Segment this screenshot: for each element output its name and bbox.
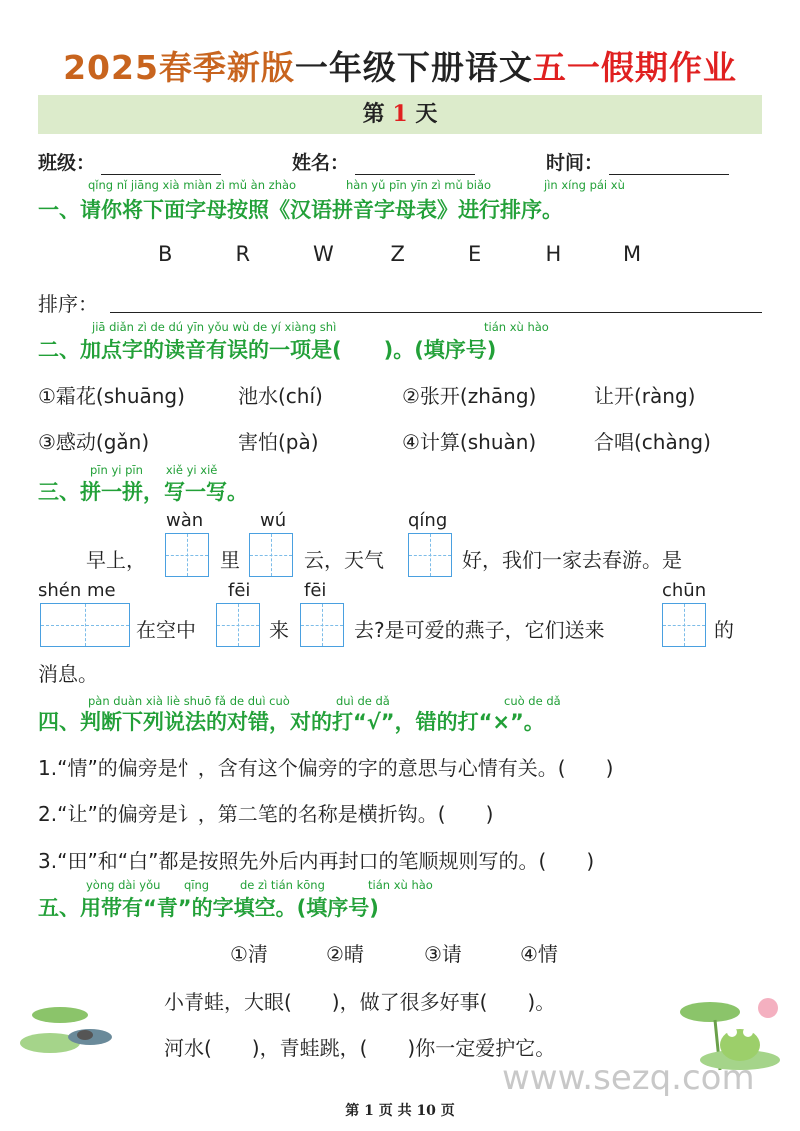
pinyin: hàn yǔ pīn yīn zì mǔ biǎo	[346, 178, 492, 192]
text: 好，我们一家去春游。是	[462, 548, 682, 572]
option-2b: 让开(ràng)	[594, 384, 696, 408]
writing-box[interactable]	[165, 533, 209, 577]
time-label: 时间：	[546, 152, 604, 174]
box-pinyin: fēi	[228, 580, 251, 601]
choice-3: ③请	[424, 942, 462, 966]
box-pinyin: wàn	[166, 510, 204, 531]
fill-line-2: 河水( )，青蛙跳，( )你一定爱护它。	[164, 1036, 556, 1060]
writing-box[interactable]	[216, 603, 260, 647]
pinyin: de zì tián kōng	[240, 878, 325, 892]
option-3b: 害怕(pà)	[238, 430, 319, 454]
text: 消息。	[38, 662, 98, 686]
box-pinyin: qíng	[408, 510, 448, 531]
lily-pad-decoration-icon	[10, 985, 150, 1075]
section-5-heading: 五、用带有“青”的字填空。(填序号)	[38, 896, 379, 920]
text: 的	[714, 618, 734, 642]
statement-1: 1.“情”的偏旁是忄，含有这个偏旁的字的意思与心情有关。( )	[38, 756, 614, 780]
section-4-heading: 四、判断下列说法的对错，对的打“√”，错的打“×”。	[38, 710, 545, 734]
text: 里	[220, 548, 240, 572]
fill-line-1: 小青蛙，大眼( )，做了很多好事( )。	[164, 990, 556, 1014]
statement-3: 3.“田”和“白”都是按照先外后内再封口的笔顺规则写的。( )	[38, 849, 595, 873]
sort-answer-line[interactable]	[110, 312, 762, 313]
letter: R	[235, 242, 251, 266]
option-3: ③感动(gǎn)	[38, 430, 150, 454]
pinyin: jìn xíng pái xù	[544, 178, 625, 192]
day-pre: 第	[362, 101, 385, 127]
letter: Z	[390, 242, 405, 266]
class-label: 班级：	[38, 152, 96, 174]
letter: M	[623, 242, 642, 266]
letter: H	[545, 242, 562, 266]
text: 去?是可爱的燕子，它们送来	[354, 618, 605, 642]
writing-box[interactable]	[249, 533, 293, 577]
option-4: ④计算(shuàn)	[402, 430, 537, 454]
pinyin: tián xù hào	[484, 320, 549, 334]
section-1-heading: 一、请你将下面字母按照《汉语拼音字母表》进行排序。	[38, 198, 563, 222]
time-field[interactable]	[546, 148, 729, 175]
choice-4: ④情	[520, 942, 558, 966]
section-3-heading: 三、拼一拼，写一写。	[38, 480, 248, 504]
text: 云，天气	[304, 548, 384, 572]
pinyin: jiā diǎn zì de dú yīn yǒu wù de yí xiàng shì	[92, 320, 337, 334]
option-1b: 池水(chí)	[238, 384, 323, 408]
class-field[interactable]	[38, 148, 221, 175]
box-pinyin: wú	[260, 510, 287, 531]
name-field[interactable]	[292, 148, 475, 175]
sort-label: 排序：	[38, 292, 98, 316]
writing-box[interactable]	[408, 533, 452, 577]
section-2-heading: 二、加点字的读音有误的一项是( )。(填序号)	[38, 338, 497, 362]
statement-2: 2.“让”的偏旁是讠，第二笔的名称是横折钩。( )	[38, 802, 494, 826]
pinyin: pīn yi pīn xiě yi xiě	[90, 463, 218, 477]
choice-1: ①清	[230, 942, 268, 966]
pinyin: qīng	[184, 878, 210, 892]
letter: E	[468, 242, 482, 266]
letter-list	[158, 242, 701, 266]
letter: W	[313, 242, 334, 266]
box-pinyin: chūn	[662, 580, 707, 601]
pinyin: tián xù hào	[368, 878, 433, 892]
letter: B	[158, 242, 173, 266]
day-number: 1	[392, 101, 408, 127]
choice-2: ②晴	[326, 942, 364, 966]
day-post: 天	[415, 101, 438, 127]
page-title	[0, 42, 800, 89]
option-2: ②张开(zhāng)	[402, 384, 537, 408]
box-pinyin: shén me	[38, 580, 116, 601]
box-pinyin: fēi	[304, 580, 327, 601]
option-1: ①霜花(shuāng)	[38, 384, 185, 408]
page-footer: 第 1 页 共 10 页	[345, 1103, 455, 1119]
pinyin: duì de dǎ	[336, 694, 390, 708]
title-part2: 一年级下册语文	[294, 48, 533, 87]
pinyin: yòng dài yǒu	[86, 878, 161, 892]
writing-box[interactable]	[662, 603, 706, 647]
watermark: www.sezq.com	[502, 1058, 755, 1098]
writing-box[interactable]	[300, 603, 344, 647]
title-part1: 2025春季新版	[63, 48, 295, 87]
title-part3: 五一假期作业	[532, 48, 737, 87]
text: 早上，	[86, 548, 146, 572]
pinyin: cuò de dǎ	[504, 694, 561, 708]
text: 来	[269, 618, 289, 642]
day-banner	[38, 95, 762, 134]
pinyin: pàn duàn xià liè shuō fǎ de duì cuò	[88, 694, 290, 708]
text: 在空中	[136, 618, 196, 642]
name-label: 姓名：	[292, 152, 350, 174]
pinyin: qǐng nǐ jiāng xià miàn zì mǔ àn zhào	[88, 178, 297, 192]
writing-box-double[interactable]	[40, 603, 130, 647]
option-4b: 合唱(chàng)	[594, 430, 711, 454]
